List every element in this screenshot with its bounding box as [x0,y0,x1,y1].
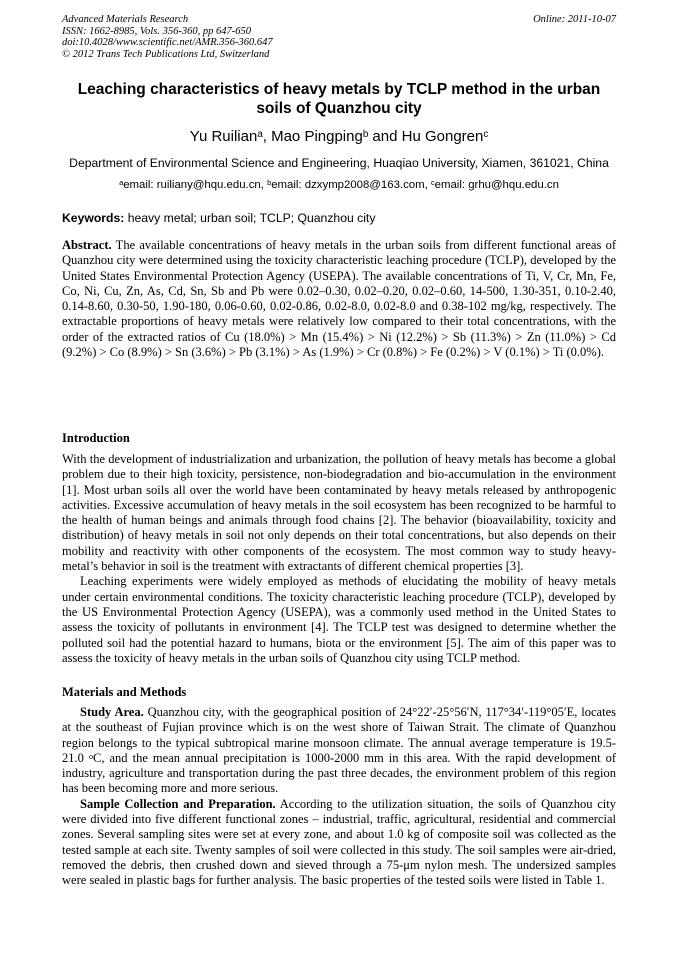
affiliation: Department of Environmental Science and Engineering, Huaqiao University, Xiamen, 361021, China [69,156,609,170]
email-entry: email: grhu@hqu.edu.cn [434,179,559,191]
author-list [62,128,616,146]
introduction-paragraph-1: With the development of industrialization and urbanization, the pollution of heavy metals has become a global problem due to their high toxicity, persistence, non-biodegradation and bio-accumulation in the environment [1]. Most urban soils all over the world have been contaminated by heavy metals released by anthropogenic activities. Excessive accumulation of heavy metals in the soil ecosystem has been recognized to be harmful to the health of human beings and animals through food chains [2]. The behavior (bioavailability, toxicity and distribution) of heavy metals in soil not only depends on their total concentrations, but also depends on their mobility and reactivity with other components of the ecosystem. The most common way to study heavy-metal’s behavior in soil is the treatment with extractants of different chemical properties [3]. [62,452,616,574]
abstract-label: Abstract. [62,238,112,252]
author-name: Hu Gongren [401,128,484,145]
journal-name: Advanced Materials Research [62,14,189,25]
sample-label: Sample Collection and Preparation. [80,796,276,811]
study-area-label: Study Area. [80,705,144,719]
author-name: Yu Ruilian [189,128,258,145]
abstract [62,238,616,360]
methods-section [62,705,616,889]
abstract-text: The available concentrations of heavy metals in the urban soils from different functional areas of Quanzhou city were determined using the toxicity characteristic leaching procedure (TCLP), developed by the United States Environmental Protection Agency (USEPA). The available concentrations of Ti, V, Cr, Mn, Fe, Co, Ni, Cu, Zn, As, Cd, Sn, Sb and Pb were 0.02–0.30, 0.02–0.20, 0.02–0.60, 14-500, 1.30-351, 0.10-2.40, 0.14-8.60, 0.30-50, 1.90-180, 0.06-0.60, 0.02-0.86, 0.02-8.0, 0.02-8.0 and 0.38-102 mg/kg, respectively. The extractable proportions of heavy metals were relatively low compared to their total concentrations, with the order of the extracted ratios of Cu (18.0%) > Mn (15.4%) > Ni (12.2%) > Sb (11.3%) > Zn (11.0%) > Cd (9.2%) > Co (8.9%) > Sn (3.6%) > Pb (3.1%) > As (1.9%) > Cr (0.8%) > Fe (0.2%) > V (0.1%) > Ti (0.0%). [62,238,616,360]
introduction-paragraph-2: Leaching experiments were widely employed as methods of elucidating the mobility of heavy metals under certain environmental conditions. The toxicity characteristic leaching procedure (TCLP), developed by the US Environmental Protection Agency (USEPA), was a commonly used method in the United States to assess the toxicity of pollutants in environment [4]. The TCLP test was designed to determine whether the polluted soil had the potential hazard to humans, biota or the environment [5]. The aim of this paper was to assess the toxicity of heavy metals in the urban soils of Quanzhou city using TCLP method. [62,574,616,665]
sample-text: According to the utilization situation, the soils of Quanzhou city were divided into five different functional zones – industrial, traffic, agricultural, residential and commercial zones. Several sampling sites were set at every zone, and about 1.0 kg of composite soil was collected as the tested sample at each site. Twenty samples of soil were collected in this study. The soil samples were air-dried, removed the debris, then crushed down and sieved through a 75-μm nylon mesh. The undersized samples were sealed in plastic bags for further analysis. The basic properties of the tested soils were listed in Table 1. [62,796,616,888]
author-separator: and [368,128,402,145]
sample-paragraph [62,797,616,889]
study-area-text: Quanzhou city, with the geographical position of 24°22′-25°56′N, 117°34′-119°05′E, locates at the southeast of Fujian province which is on the west shore of Taiwan Strait. The climate of Quanzhou region belongs to the typical subtropical marine monsoon climate. The annual average temperature is 19.5-21.0 [62,705,616,765]
paper-title: Leaching characteristics of heavy metals by TCLP method in the urban soils of Quanzhou city [77,81,601,117]
journal-issn: ISSN: 1662-8985, Vols. 356-360, pp 647-650 [62,25,251,37]
email-marker: c [430,178,435,188]
author-name: Mao Pingping [271,128,363,145]
author-marker: b [362,129,369,141]
email-entry: email: dzxymp2008@163.com, [271,179,431,191]
study-area-paragraph [62,705,616,797]
email-marker: a [119,178,124,188]
author-marker: c [483,129,489,141]
journal-header [62,14,616,60]
degree-sign: o [88,751,93,761]
email-list [62,178,616,193]
author-separator: , [262,128,272,145]
study-area-text-cont: C, and the mean annual precipitation is 1000-2000 mm in this area. With the rapid development of industry, agriculture and transportation during the past three decades, the environment problem of this region has been becoming more and more serious. [62,750,617,796]
introduction-heading: Introduction [62,431,130,445]
keywords [62,211,616,226]
online-date: Online: 2011-10-07 [533,14,616,25]
introduction-section [62,452,616,666]
keywords-label: Keywords: [62,211,125,225]
journal-doi: doi:10.4028/www.scientific.net/AMR.356-360.647 [62,37,273,48]
journal-copyright: © 2012 Trans Tech Publications Ltd, Switzerland [62,48,270,60]
email-marker: b [267,178,272,188]
email-entry: email: ruiliany@hqu.edu.cn, [123,179,268,191]
author-marker: a [257,129,263,141]
keywords-text: heavy metal; urban soil; TCLP; Quanzhou city [124,211,376,225]
methods-heading: Materials and Methods [62,685,187,699]
